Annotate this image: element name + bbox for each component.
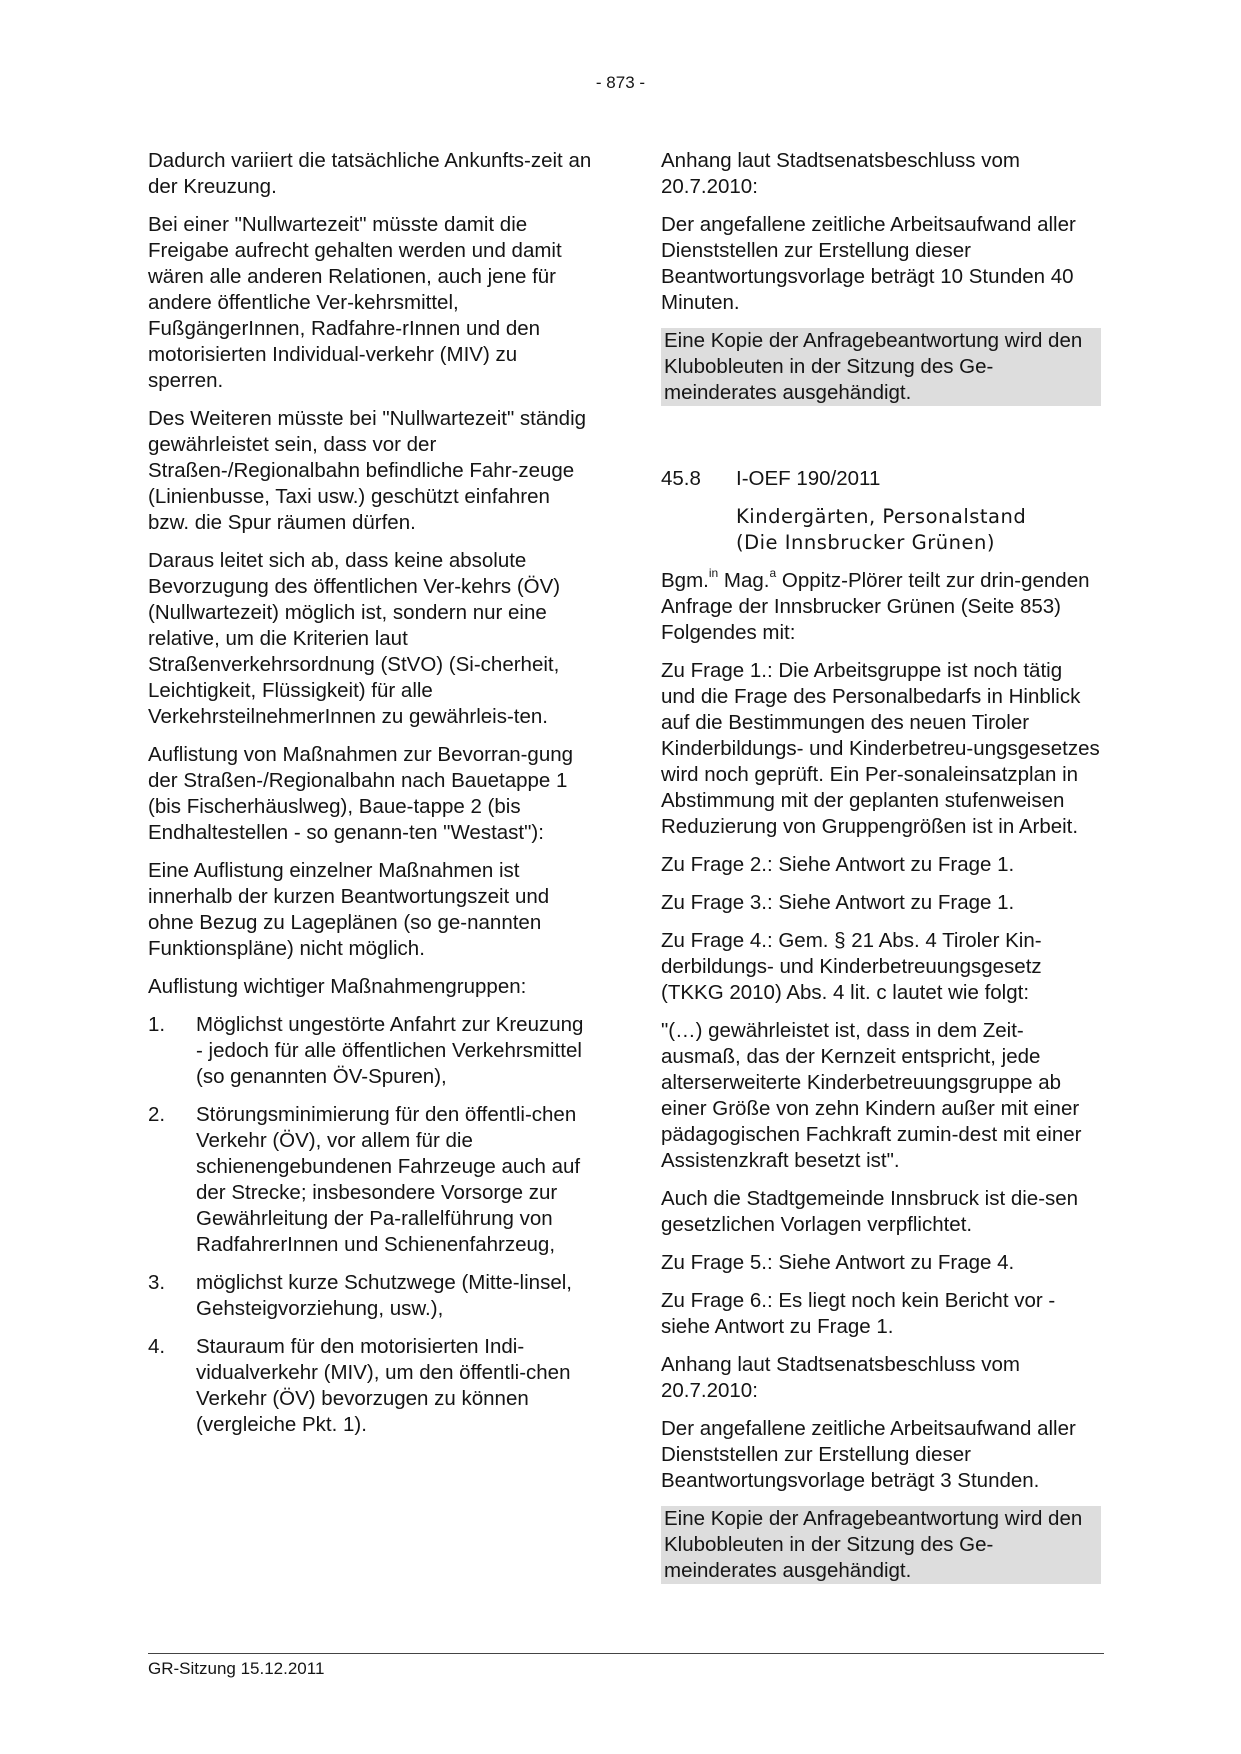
answer-paragraph: Zu Frage 6.: Es liegt noch kein Bericht vor - siehe Antwort zu Frage 1. [661,1289,1056,1338]
paragraph: Eine Auflistung einzelner Maßnahmen ist innerhalb der kurzen Beantwortungszeit und ohne Bezug zu Lageplänen (so ge-nannten Funktionspläne) nicht möglich. [148,859,550,960]
list-text: Störungsminimierung für den öffentli-chen Verkehr (ÖV), vor allem für die schienengebundenen Fahrzeuge auch auf der Strecke; insbesondere Vorsorge zur Gewährleitung der Pa-rallelführung von RadfahrerInnen und Schienenfahrzeug, [196,1103,581,1256]
effort-statement: Der angefallene zeitliche Arbeitsaufwand aller Dienststellen zur Erstellung dieser Beantwortungsvorlage beträgt 3 Stunden. [661,1417,1076,1492]
list-item [148,1102,592,1258]
title-mag: Mag. [723,569,770,592]
agenda-item-subject [736,504,1101,556]
title-mag-superscript: a [769,566,777,581]
footer-session-date: GR-Sitzung 15.12.2011 [148,1659,325,1678]
measure-list [148,1012,592,1438]
list-number: 1. [148,1013,166,1036]
annex-note: Anhang laut Stadtsenatsbeschluss vom 20.7.2010: [661,149,1020,198]
paragraph: Des Weiteren müsste bei "Nullwartezeit" ständig gewährleistet sein, dass vor der Straßen-/Regionalbahn befindliche Fahr-zeuge (Linienbusse, Taxi usw.) geschützt einfahren bzw. die Spur räumen dürfen. [148,407,587,534]
list-item [148,1270,592,1322]
list-text: möglichst kurze Schutzwege (Mitte-linsel, Gehsteigvorziehung, usw.), [196,1271,572,1320]
list-item [148,1012,592,1090]
answer-paragraph: Zu Frage 4.: Gem. § 21 Abs. 4 Tiroler Kin-derbildungs- und Kinderbetreuungsgesetz (TKKG 2010) Abs. 4 lit. c lautet wie folgt: [661,929,1042,1004]
agenda-item-heading [661,466,1101,492]
title-bgm: Bgm. [661,569,709,592]
paragraph: Daraus leitet sich ab, dass keine absolute Bevorzugung des öffentlichen Ver-kehrs (ÖV) (Nullwartezeit) möglich ist, sondern nur eine relative, um die Kriterien laut Straßenverkehrsordnung (StVO) (Si-cherheit, Leichtigkeit, Flüssigkeit) für alle VerkehrsteilnehmerInnen zu gewährleis-ten. [148,549,561,728]
subject-line: Kindergärten, Personalstand [736,505,1027,528]
agenda-item-number: 45.8 [661,467,701,490]
list-number: 4. [148,1335,166,1358]
paragraph: Auflistung von Maßnahmen zur Bevorran-gung der Straßen-/Regionalbahn nach Bauetappe 1 (bis Fischerhäuslweg), Baue-tappe 2 (bis Endhaltestellen - so genann-ten "Westast"): [148,743,574,844]
copy-notice: Eine Kopie der Anfragebeantwortung wird den Klubobleuten in der Sitzung des Ge-meinderates ausgehändigt. [661,1506,1101,1584]
intro-paragraph [661,568,1101,646]
list-item [148,1334,592,1438]
right-column [661,148,1101,1596]
answer-paragraph: Zu Frage 2.: Siehe Antwort zu Frage 1. [661,853,1015,876]
list-text: Möglichst ungestörte Anfahrt zur Kreuzung - jedoch für alle öffentlichen Verkehrsmittel (so genannten ÖV-Spuren), [196,1013,584,1088]
copy-notice: Eine Kopie der Anfragebeantwortung wird den Klubobleuten in der Sitzung des Ge-meinderates ausgehändigt. [661,328,1101,406]
answer-paragraph: Zu Frage 1.: Die Arbeitsgruppe ist noch tätig und die Frage des Personalbedarfs in Hinblick auf die Bestimmungen des neuen Tiroler Kinderbildungs- und Kinderbetreu-ungsgesetzes wird noch geprüft. Ein Per-sonaleinsatzplan in Abstimmung mit der geplanten stufenweisen Reduzierung von Gruppengrößen ist in Arbeit. [661,659,1100,838]
list-number: 3. [148,1271,166,1294]
annex-note: Anhang laut Stadtsenatsbeschluss vom 20.7.2010: [661,1353,1020,1402]
paragraph: Auch die Stadtgemeinde Innsbruck ist die-sen gesetzlichen Vorlagen verpflichtet. [661,1187,1079,1236]
title-bgm-superscript: in [708,566,719,581]
paragraph: Bei einer "Nullwartezeit" müsste damit die Freigabe aufrecht gehalten werden und damit wären alle anderen Relationen, auch jene für andere öffentliche Ver-kehrsmittel, FußgängerInnen, Radfahre-rInnen und den motorisierten Individual-verkehr (MIV) zu sperren. [148,213,562,392]
answer-paragraph: Zu Frage 5.: Siehe Antwort zu Frage 4. [661,1251,1015,1274]
list-number: 2. [148,1103,166,1126]
page-number: - 873 - [595,73,646,92]
law-quote: "(…) gewährleistet ist, dass in dem Zeit-ausmaß, das der Kernzeit entspricht, jede alterserweiterte Kinderbetreuungsgruppe ab einer Größe von zehn Kindern außer mit einer pädagogischen Fachkraft zumin-dest mit einer Assistenzkraft besetzt ist". [661,1019,1082,1172]
intro-text: Oppitz-Plörer teilt zur drin-genden Anfrage der Innsbrucker Grünen (Seite 853) Folgendes mit: [661,569,1090,644]
effort-statement: Der angefallene zeitliche Arbeitsaufwand aller Dienststellen zur Erstellung dieser Beantwortungsvorlage beträgt 10 Stunden 40 Minuten. [661,213,1076,314]
footer-divider [148,1653,1104,1654]
answer-paragraph: Zu Frage 3.: Siehe Antwort zu Frage 1. [661,891,1015,914]
spacer [661,418,1101,466]
left-column [148,148,592,1450]
list-text: Stauraum für den motorisierten Indi-vidualverkehr (MIV), um den öffentli-chen Verkehr (ÖV) bevorzugen zu können (vergleiche Pkt. 1). [196,1335,571,1436]
paragraph: Auflistung wichtiger Maßnahmengruppen: [148,975,527,998]
agenda-item-reference: I-OEF 190/2011 [736,467,881,490]
paragraph: Dadurch variiert die tatsächliche Ankunfts-zeit an der Kreuzung. [148,149,592,198]
subject-line: (Die Innsbrucker Grünen) [736,531,995,554]
